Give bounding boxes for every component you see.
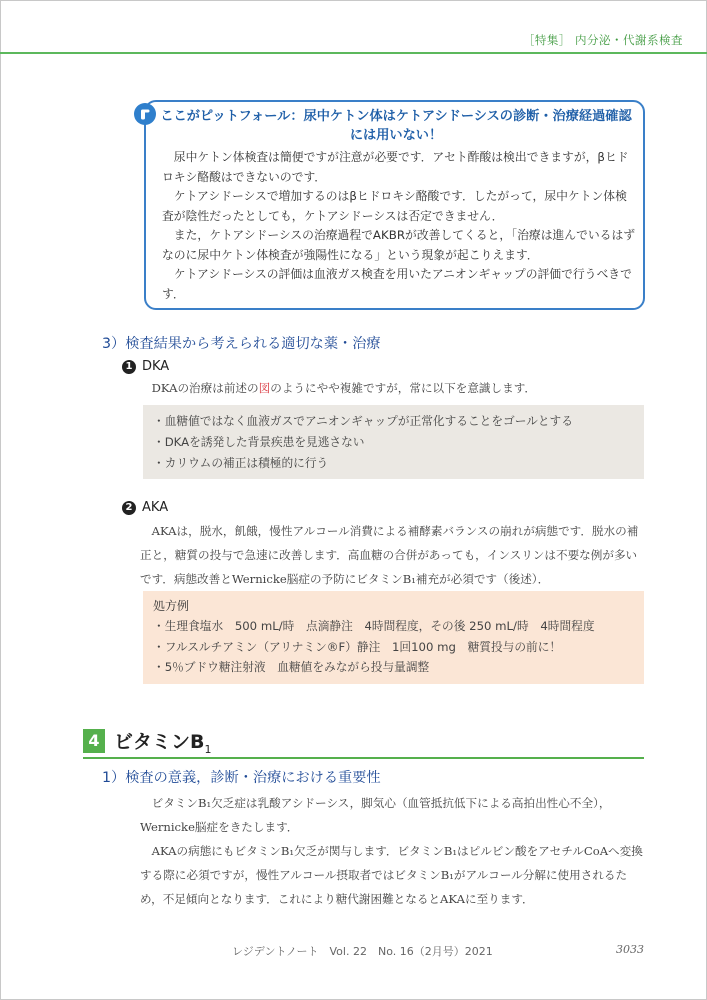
subheading-label: DKA — [142, 359, 170, 374]
aka-paragraph-text: AKAは，脱水，飢餓，慢性アルコール消費による補酵素バランスの崩れが病態です．脱水の補正と，糖質の投与で急速に改善します．高血糖の合併があっても，インスリンは不要な例が多いです．病態改善とWernicke脳症の予防にビタミンB₁補充が必須です（後述）． — [140, 524, 639, 586]
body-paragraph: AKAの病態にもビタミンB₁欠乏が関与します．ビタミンB₁はピルビン酸をアセチルCoAへ変換する際に必須ですが，慢性アルコール摂取者ではビタミンB₁がアルコール分解に使用されるため，不足傾向となります．これにより糖代謝困難となるとAKAに至ります． — [140, 844, 643, 906]
prescription-item: ・生理食塩水 500 mL/時 点滴静注 4時間程度，その後 250 mL/時 4時間程度 — [153, 619, 595, 633]
pitfall-title-line2: には用いない！ — [349, 128, 443, 143]
section-number-badge: 4 — [83, 729, 105, 753]
prescription-item: ・5％ブドウ糖注射液 血糖値をみながら投与量調整 — [153, 660, 430, 674]
running-header: ［特集］ 内分泌・代謝系検査 — [522, 33, 683, 47]
subheading-aka — [122, 500, 168, 515]
section-title-subscript: 1 — [204, 742, 212, 756]
circled-number: 1 — [122, 360, 136, 374]
section-title — [114, 727, 211, 756]
prescription-box — [143, 591, 644, 684]
section-heading-significance: 1）検査の意義，診断・治療における重要性 — [102, 770, 381, 786]
aka-paragraph — [140, 519, 645, 591]
section-heading-treatment: 3）検査結果から考えられる適切な薬・治療 — [102, 336, 381, 352]
pitfall-body — [162, 148, 638, 304]
dka-intro — [140, 376, 645, 400]
list-item: ・血糖値ではなく血液ガスでアニオンギャップが正常化することをゴールとする — [153, 414, 573, 428]
dka-intro-text: のようにやや複雑ですが，常に以下を意識します． — [270, 381, 536, 395]
pitfall-paragraph: 尿中ケトン体検査は簡便ですが注意が必要です．アセト酢酸は検出できますが，βヒドロキシ酪酸はできないのです． — [162, 150, 629, 184]
page-number: 3033 — [616, 943, 644, 956]
pitfall-title — [156, 107, 636, 145]
prescription-item: ・フルスルチアミン（アリナミン®F）静注 1回100 mg 糖質投与の前に！ — [153, 639, 562, 654]
pitfall-paragraph: ケトアシドーシスの評価は血液ガス検査を用いたアニオンギャップの評価で行うべきです． — [162, 267, 632, 301]
pointing-hand-icon — [134, 103, 156, 125]
header-rule — [0, 52, 707, 54]
dka-points-box — [143, 405, 644, 479]
body-paragraph: ビタミンB₁欠乏症は乳酸アシドーシス，脚気心（血管抵抗低下による高拍出性心不全），Wernicke脳症をきたします． — [140, 796, 611, 834]
pitfall-paragraph: また，ケトアシドーシスの治療過程でAKBRが改善してくると，「治療は進んでいるはずなのに尿中ケトン体検査が強陽性になる」という現象が起こりえます． — [162, 228, 636, 262]
list-item: ・カリウムの補正は積極的に行う — [153, 456, 329, 470]
subheading-dka — [122, 359, 169, 374]
pitfall-paragraph: ケトアシドーシスで増加するのはβヒドロキシ酪酸です．したがって，尿中ケトン体検査が陰性だったとしても，ケトアシドーシスは否定できません． — [162, 189, 627, 223]
section-title-text: ビタミンB — [114, 731, 205, 753]
dka-intro-text: DKAの治療は前述の — [151, 381, 259, 395]
figure-reference-link[interactable]: 図 — [258, 381, 271, 395]
pitfall-title-line1: ここがピットフォール：尿中ケトン体はケトアシドーシスの診断・治療経過確認 — [160, 109, 632, 124]
prescription-title: 処方例 — [153, 599, 190, 613]
journal-citation: レジデントノート Vol. 22 No. 16（2月号）2021 — [232, 945, 493, 958]
list-item: ・DKAを誘発した背景疾患を見逃さない — [153, 435, 365, 449]
vitamin-b1-body — [140, 791, 645, 911]
subheading-label: AKA — [142, 500, 169, 515]
section-rule — [83, 757, 644, 759]
circled-number: 2 — [122, 501, 136, 515]
